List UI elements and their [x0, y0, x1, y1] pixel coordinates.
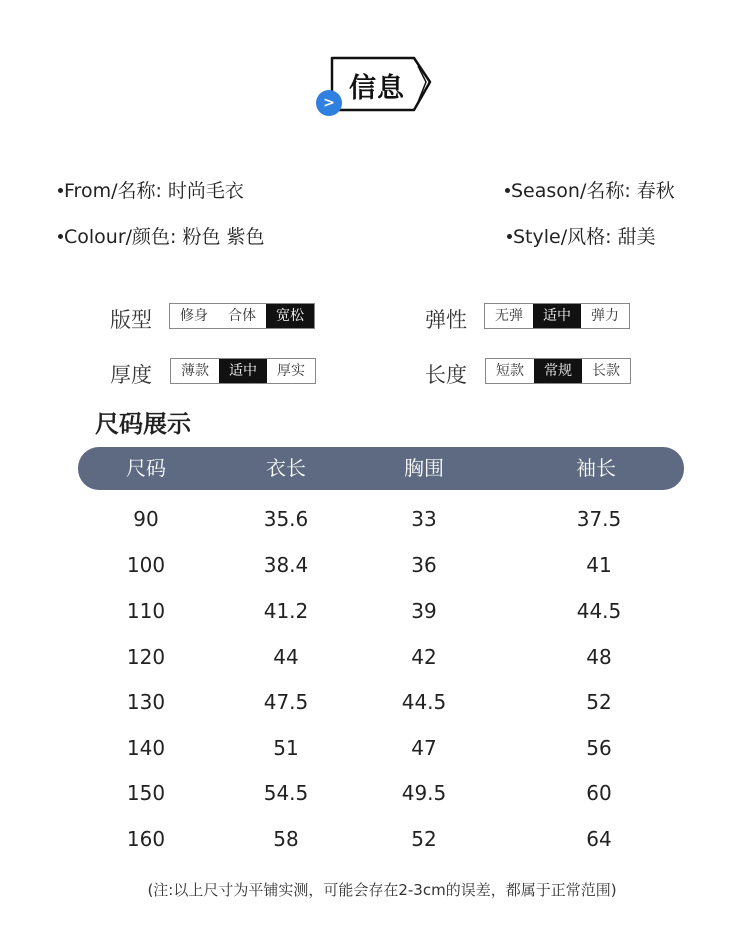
- attr-length-options: [485, 358, 631, 384]
- cell-size: 110: [126, 599, 166, 623]
- option-thickness-0[interactable]: 薄款: [171, 359, 219, 383]
- bullet-icon: [505, 188, 510, 193]
- cell-size: 120: [126, 645, 166, 669]
- option-thickness-1[interactable]: 适中: [219, 359, 267, 383]
- option-length-1[interactable]: 常规: [534, 359, 582, 383]
- table-row: [0, 682, 750, 722]
- option-fit-1[interactable]: 合体: [218, 304, 266, 328]
- info-from-text: From/名称: 时尚毛衣: [64, 180, 244, 202]
- cell-sleeve: 52: [586, 690, 612, 714]
- bullet-icon: [58, 234, 63, 239]
- header-length: 衣长: [266, 456, 306, 480]
- attr-fit-label: 版型: [110, 308, 152, 332]
- table-row: [0, 728, 750, 768]
- attr-fit-options: [169, 303, 315, 329]
- page-title: 信息: [349, 73, 405, 104]
- info-season-text: Season/名称: 春秋: [511, 180, 675, 202]
- option-length-0[interactable]: 短款: [486, 359, 534, 383]
- cell-chest: 47: [411, 736, 437, 760]
- header-sleeve: 袖长: [576, 456, 616, 480]
- cell-sleeve: 44.5: [576, 599, 622, 623]
- cell-size: 100: [126, 553, 166, 577]
- info-style-text: Style/风格: 甜美: [513, 226, 656, 248]
- cell-length: 54.5: [263, 781, 309, 805]
- table-row: [0, 637, 750, 677]
- table-row: [0, 773, 750, 813]
- cell-size: 140: [126, 736, 166, 760]
- cell-sleeve: 64: [586, 827, 612, 851]
- section-tag: [316, 54, 434, 118]
- cell-chest: 36: [411, 553, 437, 577]
- arrow-badge-icon: >: [316, 90, 342, 116]
- cell-chest: 42: [411, 645, 437, 669]
- cell-sleeve: 41: [586, 553, 612, 577]
- cell-chest: 33: [411, 507, 437, 531]
- cell-sleeve: 37.5: [576, 507, 622, 531]
- cell-length: 47.5: [263, 690, 309, 714]
- option-length-2[interactable]: 长款: [582, 359, 630, 383]
- info-from: [58, 176, 244, 203]
- attr-thickness-options: [170, 358, 316, 384]
- header-size: 尺码: [126, 456, 166, 480]
- attr-thickness-label: 厚度: [110, 363, 152, 387]
- cell-chest: 49.5: [401, 781, 447, 805]
- cell-size: 150: [126, 781, 166, 805]
- cell-length: 41.2: [263, 599, 309, 623]
- table-row: [0, 545, 750, 585]
- info-colour: [58, 222, 265, 249]
- cell-chest: 52: [411, 827, 437, 851]
- cell-chest: 44.5: [401, 690, 447, 714]
- header-chest: 胸围: [404, 456, 444, 480]
- cell-sleeve: 56: [586, 736, 612, 760]
- cell-length: 58: [273, 827, 299, 851]
- cell-sleeve: 48: [586, 645, 612, 669]
- cell-size: 90: [133, 507, 159, 531]
- bullet-icon: [58, 188, 63, 193]
- option-elasticity-1[interactable]: 适中: [533, 304, 581, 328]
- attr-elasticity-options: [484, 303, 630, 329]
- attr-elasticity-label: 弹性: [425, 308, 467, 332]
- cell-sleeve: 60: [586, 781, 612, 805]
- measurement-note: (注:以上尺寸为平铺实测，可能会存在2-3cm的误差，都属于正常范围): [147, 881, 617, 899]
- option-thickness-2[interactable]: 厚实: [267, 359, 315, 383]
- option-fit-2[interactable]: 宽松: [266, 304, 314, 328]
- cell-size: 130: [126, 690, 166, 714]
- cell-length: 51: [273, 736, 299, 760]
- cell-length: 44: [273, 645, 299, 669]
- table-row: [0, 499, 750, 539]
- table-row: [0, 591, 750, 631]
- cell-length: 35.6: [263, 507, 309, 531]
- attr-length-label: 长度: [425, 363, 467, 387]
- info-colour-text: Colour/颜色: 粉色 紫色: [64, 226, 265, 248]
- cell-chest: 39: [411, 599, 437, 623]
- size-section-title: 尺码展示: [95, 410, 191, 438]
- info-season: [505, 176, 675, 203]
- option-elasticity-0[interactable]: 无弹: [485, 304, 533, 328]
- option-elasticity-2[interactable]: 弹力: [581, 304, 629, 328]
- bullet-icon: [507, 234, 512, 239]
- cell-size: 160: [126, 827, 166, 851]
- size-table-header: [78, 447, 684, 490]
- table-row: [0, 819, 750, 859]
- info-style: [507, 222, 656, 249]
- option-fit-0[interactable]: 修身: [170, 304, 218, 328]
- cell-length: 38.4: [263, 553, 309, 577]
